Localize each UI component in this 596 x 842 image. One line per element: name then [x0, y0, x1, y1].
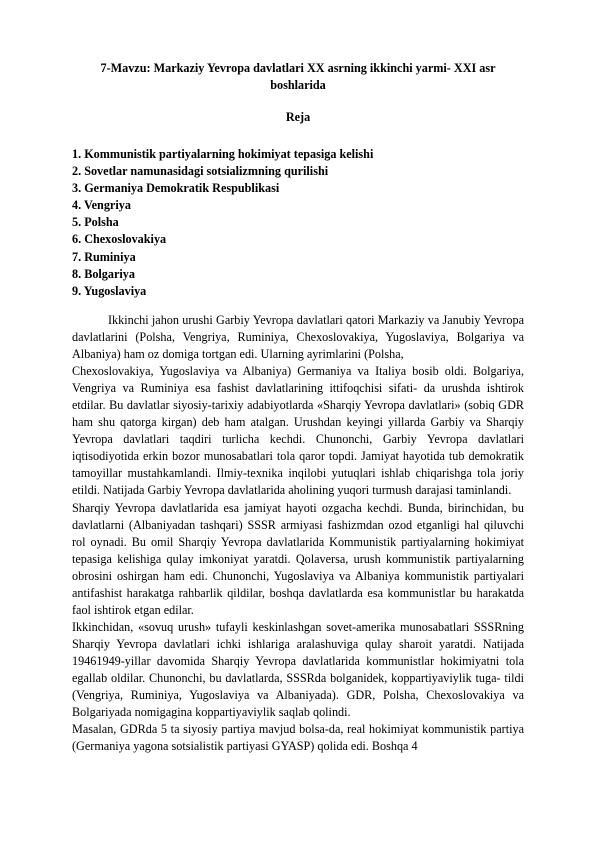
plan-heading: Reja	[285, 110, 311, 124]
paragraph: Sharqiy Yevropa davlatlarida esa jamiyat hayoti ozgacha kechdi. Bunda, birinchidan, bu davlatlarni (Albaniyadan tashqari) SSSR armiyasi fashizmdan ozod etganligi hal qiluvchi rol oynadi. Bu omil Sharqiy Yevropa davlatlarida Kommunistik partiyalarning hokimiyat tepasiga kelishiga qulay imkoniyat yaratdi. Qolaversa, urush kommunistik partiyalarning obrosini oshirgan ham edi. Chunonchi, Yugoslaviya va Albaniya kommunistik partiyalari antifashist harakatga rahbarlik qildilar, boshqa davlatlarda esa kommunistlar bu harakatda faol ishtirok etgan edilar.	[72, 500, 524, 617]
plan-item: 4. Vengriya	[72, 198, 131, 213]
document-title: 7-Mavzu: Markaziy Yevropa davlatlari XX asrning ikkinchi yarmi- XXI asr boshlarida	[100, 61, 496, 92]
plan-item: 1. Kommunistik partiyalarning hokimiyat tepasiga kelishi	[72, 147, 374, 161]
plan-item: 7. Ruminiya	[72, 249, 136, 264]
paragraph: Ikkinchidan, «sovuq urush» tufayli keskinlashgan sovet-amerika munosabatlari SSSRning Sharqiy Yevropa davlatlari ichki ishlariga aralashuviga qulay sharoit yaratdi. Natijada 19461949-yillar davomida Sharqiy Yevropa davlatlarida kommunistlar hokimiyatni tola egallab oldilar. Chunonchi, bu davlatlarda, SSSRda bolganidek, koppartiyaviylik tuga- tildi (Vengriya, Ruminiya, Yugoslaviya va Albaniyada). GDR, Polsha, Chexoslovakiya va Bolgariyada nomigagina koppartiyaviylik saqlab qolindi.	[72, 619, 524, 720]
plan-item: 8. Bolgariya	[72, 266, 135, 281]
plan-item: 6. Chexoslovakiya	[72, 232, 167, 247]
plan-item: 9. Yugoslaviya	[72, 283, 147, 298]
paragraph: Ikkinchi jahon urushi Garbiy Yevropa davlatlari qatori Markaziy va Janubiy Yevropa davlatlarini (Polsha, Vengriya, Ruminiya, Chexoslovakiya, Yugoslaviya, Bolgariya va Albaniya) ham oz domiga tortgan edi. Ularning ayrimlarini (Polsha,	[72, 313, 524, 362]
plan-item: 5. Polsha	[72, 215, 119, 230]
plan-item: 2. Sovetlar namunasidagi sotsializmning qurilishi	[72, 164, 329, 179]
paragraph: Masalan, GDRda 5 ta siyosiy partiya mavjud bolsa-da, real hokimiyat kommunistik partiya (Germaniya yagona sotsialistik partiyasi GYASP) qolida edi. Boshqa 4	[72, 722, 524, 754]
body-text	[72, 312, 524, 755]
plan-item: 3. Germaniya Demokratik Respublikasi	[72, 181, 280, 196]
paragraph: Chexoslovakiya, Yugoslaviya va Albaniya) Germaniya va Italiya bosib oldi. Bolgariya, Vengriya va Ruminiya esa fashist davlatlarining ittifoqchisi sifati- da urushda ishtirok etdilar. Bu davlatlar siyosiy-tarixiy adabiyotlarda «Sharqiy Yevropa davlatlari» (sobiq GDR ham shu qatorga kirgan) deb ham atalgan. Urushdan keyingi yillarda Garbiy va Sharqiy Yevropa davlatlari taqdiri turlicha kechdi. Chunonchi, Garbiy Yevropa davlatlari iqtisodiyotida erkin bozor munosabatlari tola qaror topdi. Jamiyat hayotida tub demokratik tamoyillar mustahkamlandi. Ilmiy-texnika inqilobi yutuqlari ishlab chiqarishga tola joriy etildi. Natijada Garbiy Yevropa davlatlarida aholining yuqori turmush darajasi taminlandi.	[72, 364, 524, 498]
plan-list	[72, 146, 524, 300]
